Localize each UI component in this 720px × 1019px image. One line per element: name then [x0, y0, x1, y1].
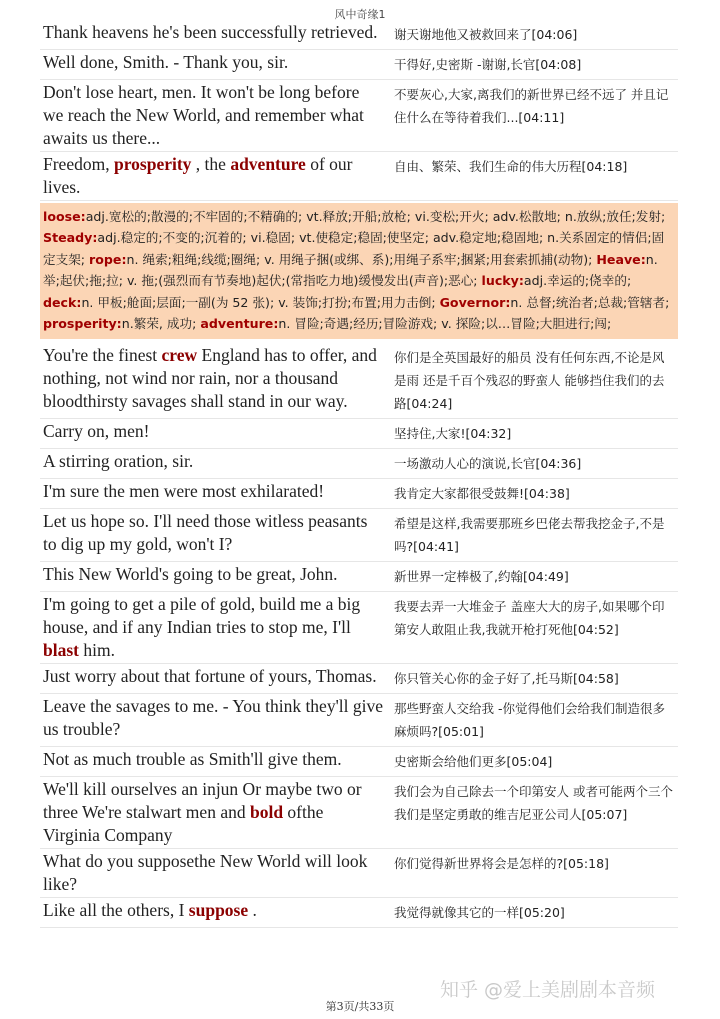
english-text: Just worry about that fortune of yours, Thomas.: [43, 666, 377, 687]
vocab-word: Governor:: [439, 294, 511, 310]
english-line: [40, 849, 386, 897]
english-line: [40, 80, 386, 151]
english-line: [40, 664, 386, 693]
english-text: I'm sure the men were most exhilarated!: [43, 481, 325, 502]
english-line: [40, 343, 386, 418]
zhihu-watermark: 知乎 @爱上美剧剧本音频: [440, 979, 656, 1001]
vocab-definition: n. 总督;统治者;总裁;管辖者;: [510, 294, 670, 310]
vocab-word: lucky:: [481, 273, 524, 289]
subtitle-content: [40, 20, 678, 928]
chinese-translation: 不要灰心,大家,离我们的新世界已经不远了 并且记住什么在等待着我们...[04:11]: [394, 87, 669, 125]
chinese-translation: 我肯定大家都很受鼓舞![04:38]: [394, 486, 570, 502]
english-text: Well done, Smith. - Thank you, sir.: [43, 52, 289, 72]
chinese-translation: 我要去弄一大堆金子 盖座大大的房子,如果哪个印第安人敢阻止我,我就开枪打死他[04:52]: [394, 599, 665, 638]
english-text: You're the finest: [43, 345, 162, 366]
subtitle-row: [40, 747, 678, 777]
keyword-highlight: prosperity: [113, 154, 192, 174]
vocab-definition: n. 举;起伏;拖;拉; v. 拖;(强烈而有节奏地)起伏;(常指吃力地)缓慢发出(声音);恶心;: [43, 251, 658, 289]
vocab-word: Steady:: [43, 230, 98, 246]
english-line: [40, 152, 386, 200]
subtitle-row: [40, 849, 678, 898]
chinese-translation: 我们会为自己除去一个印第安人 或者可能两个三个 我们是坚定勇敢的维吉尼亚公司人[05:07]: [394, 784, 673, 823]
english-line: [40, 777, 386, 848]
english-text: England has to offer, and nothing, not wind nor rain, nor a thousand bloodthirsty savages shall stand in our way.: [43, 345, 377, 412]
english-line: [40, 479, 386, 508]
english-text: Don't lose heart, men. It won't be long before we reach the New World, and remember what awaits us there...: [43, 82, 364, 148]
vocab-definition: adj.稳定的;不变的;沉着的; vi.稳固; vt.使稳定;稳固;使坚定; adv.稳定地;稳固地; n.关系固定的情侣;固定支架;: [43, 230, 665, 267]
keyword-highlight: bold: [249, 802, 284, 823]
subtitle-row: [40, 777, 678, 849]
vocab-definition: n. 甲板;舱面;层面;一副(为 52 张); v. 装饰;打扮;布置;用力击倒;: [81, 294, 440, 310]
english-text: Not as much trouble as Smith'll give them.: [43, 749, 342, 770]
vocab-definition: n.繁荣, 成功;: [121, 316, 201, 332]
vocab-definition: adj.宽松的;散漫的;不牢固的;不精确的; vt.释放;开船;放枪; vi.变松;开火; adv.松散地; n.放纵;放任;发射;: [85, 209, 666, 224]
page-header: 风中奇缘1: [334, 8, 386, 21]
english-line: [40, 509, 386, 561]
english-text: .: [248, 900, 257, 921]
english-text: We'll kill ourselves an injun Or maybe two or three We're stalwart men and: [43, 779, 362, 823]
english-text: ofthe Virginia Company: [43, 802, 324, 846]
vocab-word: loose:: [43, 209, 86, 224]
keyword-highlight: blast: [43, 640, 79, 661]
english-text: Like all the others, I: [43, 900, 189, 921]
chinese-translation: 你只管关心你的金子好了,托马斯[04:58]: [394, 671, 619, 687]
subtitle-rows-bottom: [40, 343, 678, 928]
chinese-translation: 新世界一定棒极了,约翰[04:49]: [394, 569, 569, 585]
chinese-translation: 干得好,史密斯 -谢谢,长官[04:08]: [394, 57, 582, 72]
keyword-highlight: suppose: [188, 900, 249, 921]
english-text: Thank heavens he's been successfully retrieved.: [43, 22, 378, 42]
english-text: What do you supposethe New World will look like?: [43, 851, 368, 895]
english-text: This New World's going to be great, John.: [43, 564, 338, 585]
chinese-translation: 谢天谢地他又被救回来了[04:06]: [394, 27, 578, 42]
chinese-translation: 自由、繁荣、我们生命的伟大历程[04:18]: [394, 159, 628, 174]
vocab-definition: n. 冒险;奇遇;经历;冒险游戏; v. 探险;以…冒险;大胆进行;闯;: [278, 316, 612, 332]
chinese-translation: 希望是这样,我需要那班乡巴佬去帮我挖金子,不是吗?[04:41]: [394, 516, 665, 555]
english-line: [40, 419, 386, 448]
vocab-word: rope:: [89, 251, 127, 267]
subtitle-row: [40, 20, 678, 50]
chinese-translation: 我觉得就像其它的一样[05:20]: [394, 905, 565, 921]
subtitle-row: [40, 50, 678, 80]
page-footer: 第3页/共33页: [325, 1000, 395, 1013]
keyword-highlight: crew: [161, 345, 198, 366]
subtitle-row: [40, 509, 678, 562]
english-text: , the: [191, 154, 231, 174]
english-line: [40, 562, 386, 591]
vocab-word: Heave:: [596, 251, 646, 267]
subtitle-row: [40, 664, 678, 694]
chinese-translation: 那些野蛮人交给我 -你觉得他们会给我们制造很多麻烦吗?[05:01]: [394, 701, 665, 740]
english-text: him.: [78, 640, 115, 661]
chinese-translation: 坚持住,大家![04:32]: [394, 426, 512, 442]
subtitle-rows-top: [40, 20, 678, 201]
subtitle-row: [40, 343, 678, 419]
english-text: Let us hope so. I'll need those witless peasants to dig up my gold, won't I?: [43, 511, 368, 555]
vocabulary-block: [40, 203, 678, 339]
vocab-definition: adj.幸运的;侥幸的;: [523, 273, 632, 289]
chinese-translation: 史密斯会给他们更多[05:04]: [394, 754, 553, 770]
vocab-word: adventure:: [200, 316, 279, 332]
vocab-definition: n. 绳索;粗绳;线缆;圈绳; v. 用绳子捆(或绑、系);用绳子系牢;捆紧;用套索抓捕(动物);: [126, 251, 597, 267]
english-line: [40, 898, 386, 927]
english-line: [40, 592, 386, 663]
subtitle-row: [40, 479, 678, 509]
english-line: [40, 694, 386, 746]
english-line: [40, 449, 386, 478]
subtitle-row: [40, 419, 678, 449]
keyword-highlight: adventure: [230, 154, 306, 174]
english-text: Freedom,: [43, 154, 114, 174]
subtitle-row: [40, 562, 678, 592]
english-line: [40, 20, 386, 49]
english-text: Leave the savages to me. - You think they'll give us trouble?: [43, 696, 383, 740]
subtitle-row: [40, 592, 678, 664]
english-text: I'm going to get a pile of gold, build me a big house, and if any Indian tries to stop me, I'll: [43, 594, 361, 638]
english-line: [40, 50, 386, 79]
subtitle-row: [40, 694, 678, 747]
subtitle-row: [40, 898, 678, 928]
english-line: [40, 747, 386, 776]
english-text: A stirring oration, sir.: [43, 451, 194, 472]
chinese-translation: 你们觉得新世界将会是怎样的?[05:18]: [394, 856, 609, 872]
subtitle-row: [40, 152, 678, 201]
vocab-word: prosperity:: [43, 316, 122, 332]
chinese-translation: 你们是全英国最好的船员 没有任何东西,不论是风是雨 还是千百个残忍的野蛮人 能够挡住我们的去路[04:24]: [394, 350, 665, 412]
english-text: of our lives.: [43, 154, 353, 197]
chinese-translation: 一场激动人心的演说,长官[04:36]: [394, 456, 582, 472]
vocab-word: deck:: [43, 294, 82, 310]
subtitle-row: [40, 80, 678, 152]
english-text: Carry on, men!: [43, 421, 150, 442]
subtitle-row: [40, 449, 678, 479]
